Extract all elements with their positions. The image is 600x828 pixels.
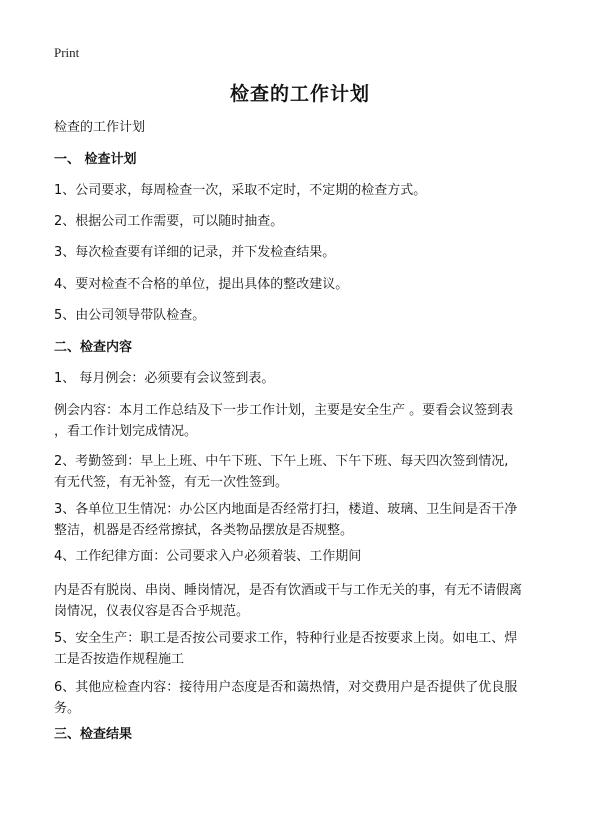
document-title: 检查的工作计划: [229, 83, 370, 105]
list-item: 4、要对检查不合格的单位，提出具体的整改建议。: [54, 277, 349, 292]
paragraph-line: 6、其他应检查内容：接待用户态度是否和蔼热情，对交费用户是否提供了优良服: [54, 680, 518, 695]
paragraph-line: 整洁，机器是否经常擦拭，各类物品摆放是否规整。: [54, 523, 354, 538]
list-item: 1、公司要求，每周检查一次，采取不定时，不定期的检查方式。: [54, 183, 427, 198]
paragraph: 4、工作纪律方面：公司要求入户必须着装、工作期间: [54, 549, 362, 564]
paragraph-line: ，看工作计划完成情况。: [54, 424, 198, 439]
paragraph-line: 岗情况，仪表仪容是否合乎规范。: [54, 604, 250, 619]
list-item: 3、每次检查要有详细的记录，并下发检查结果。: [54, 245, 336, 260]
list-item: 2、根据公司工作需要，可以随时抽查。: [54, 214, 284, 229]
paragraph-line: 2、考勤签到：早上上班、中午下班、下午上班、下午下班、每天四次签到情况,: [54, 454, 509, 469]
paragraph-line: 内是否有脱岗、串岗、睡岗情况，是否有饮酒或干与工作无关的事，有无不请假离: [54, 583, 523, 598]
paragraph-line: 例会内容：本月工作总结及下一步工作计划，主要是安全生产 。要看会议签到表: [54, 403, 514, 418]
paragraph-line: 务。: [54, 701, 81, 716]
paragraph: 1、 每月例会：必须要有会议签到表。: [54, 371, 275, 386]
list-item: 5、由公司领导带队检查。: [54, 308, 206, 323]
section-heading-results: 三、检查结果: [54, 727, 133, 742]
paragraph-line: 5、安全生产：职工是否按公司要求工作，特种行业是否按要求上岗。如电工、焊: [54, 631, 518, 646]
section-heading-plan: 一、 检查计划: [54, 152, 137, 167]
section-heading-content: 二、检查内容: [54, 340, 133, 355]
paragraph-line: 工是否按造作规程施工: [54, 652, 185, 667]
paragraph: [54, 400, 546, 442]
paragraph-line: 3、各单位卫生情况：办公区内地面是否经常打扫，楼道、玻璃、卫生间是否干净: [54, 502, 518, 517]
document-subtitle: 检查的工作计划: [54, 120, 146, 135]
print-link[interactable]: Print: [54, 45, 80, 60]
paragraph: [54, 628, 546, 670]
paragraph: [54, 677, 546, 719]
paragraph: [54, 499, 546, 541]
paragraph: [54, 451, 546, 493]
paragraph: [54, 580, 546, 622]
paragraph-line: 有无代签，有无补签，有无一次性签到。: [54, 475, 289, 490]
